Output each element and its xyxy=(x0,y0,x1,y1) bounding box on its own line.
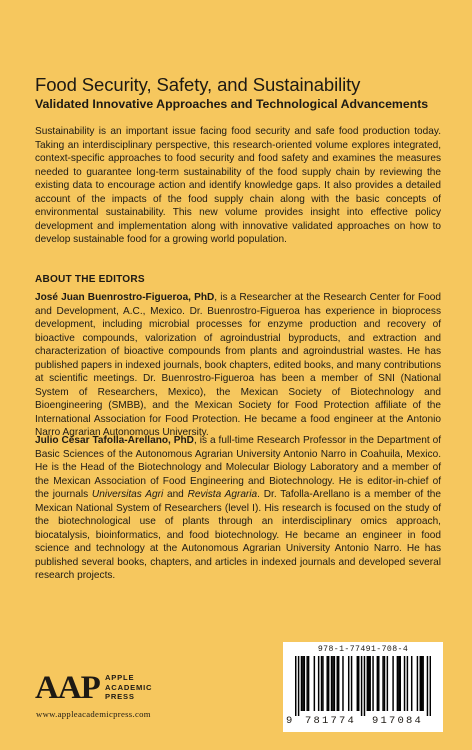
barcode-bar xyxy=(326,656,327,711)
editor-bio-text-1: , is a Researcher at the Research Center for Food and Development, A.C., Mexico. Dr. Buenrostro-Figueroa has experience in bioprocess development, including microbial processes for enzyme production and recovery of bioactive compounds, valorization of agroindustrial byproducts, and extraction and characterization of bioactive compounds from plants and agroindustrial wastes. He has published papers in indexed journals, book chapters, edited books, and many contributions at scientific meetings. Dr. Buenrostro-Figueroa has been a member of SNI (National System of Researchers, Mexico), the Mexican Society of Biotechnology and Bioengineering (SMBB), and the Mexican Society for Food Protection affiliate of the International Association for Food Protection. He became a food engineer at the Antonio Narro Agrarian Autonomous University. xyxy=(35,292,441,438)
logo-mark: AAP xyxy=(35,670,100,706)
editor-name-2: Julio César Tafolla-Arellano, PhD xyxy=(35,435,194,446)
barcode-bar xyxy=(308,656,309,711)
editor-bio-text-2b: . Dr. Tafolla-Arellano is a member of the Mexican National System of Researchers (level I). His research is focused on the study of the biotechnological use of plants through an interdisciplinary omics approach, biocatalysis, bioinformatics, and food biotechnology. He became an engineer in food science and technology at the Autonomous Agrarian University Antonio Narro. He has published several books, chapters, and articles in indexed journals and developed several research projects. xyxy=(35,489,441,581)
barcode-bar xyxy=(348,656,349,711)
barcode-bar xyxy=(298,656,299,716)
book-title: Food Security, Safety, and Sustainability xyxy=(35,74,361,95)
barcode-bars xyxy=(295,656,431,716)
barcode-bar xyxy=(358,656,359,711)
editor-name-1: José Juan Buenrostro-Figueroa, PhD xyxy=(35,292,215,303)
barcode-bar xyxy=(328,656,329,711)
barcode-bar xyxy=(337,656,338,711)
barcode-bar xyxy=(364,656,365,716)
barcode-bar xyxy=(382,656,383,711)
barcode-digits-right: 917084 xyxy=(372,715,424,727)
barcode-bar xyxy=(417,656,418,711)
barcode-bar xyxy=(369,656,370,711)
barcode-bar xyxy=(407,656,408,711)
logo-word-3: PRESS xyxy=(105,692,135,702)
barcode-bar xyxy=(332,656,333,711)
barcode-bar xyxy=(351,656,352,711)
barcode-bar xyxy=(384,656,385,711)
barcode-bar xyxy=(404,656,405,711)
barcode-bar xyxy=(301,656,302,711)
barcode-bar xyxy=(427,656,428,716)
barcode-bar xyxy=(331,656,332,711)
barcode-bar xyxy=(318,656,319,711)
barcode-bar xyxy=(295,656,296,716)
barcode-bar xyxy=(338,656,339,711)
barcode-bar xyxy=(411,656,412,711)
barcode-bar xyxy=(357,656,358,711)
logo-word-1: APPLE xyxy=(105,673,135,682)
barcode-bar xyxy=(421,656,422,711)
barcode-bar xyxy=(342,656,343,711)
barcode-bar xyxy=(378,656,379,711)
barcode-bar xyxy=(377,656,378,711)
barcode-bar xyxy=(387,656,388,711)
editor-bio-1 xyxy=(35,291,441,440)
journal-name-2: Revista Agraria xyxy=(187,489,258,500)
barcode-bar xyxy=(372,656,373,711)
logo-word-2: ACADEMIC xyxy=(105,682,153,692)
isbn-barcode xyxy=(283,642,443,732)
book-subtitle: Validated Innovative Approaches and Technological Advancements xyxy=(35,97,429,111)
barcode-bar xyxy=(397,656,398,711)
barcode-bar xyxy=(392,656,393,711)
barcode-digit-first: 9 xyxy=(286,715,293,727)
barcode-bar xyxy=(398,656,399,711)
barcode-digits-left: 781774 xyxy=(305,715,357,727)
barcode-bar xyxy=(314,656,315,711)
barcode-bar xyxy=(430,656,431,716)
barcode-bar xyxy=(400,656,401,711)
journal-name-1: Universitas Agri xyxy=(91,489,164,500)
barcode-bar xyxy=(361,656,362,716)
about-editors-heading: ABOUT THE EDITORS xyxy=(35,274,145,285)
barcode-bar xyxy=(422,656,423,711)
logo-wordmark xyxy=(105,673,152,702)
publisher-logo xyxy=(35,670,195,710)
barcode-bar xyxy=(321,656,322,711)
barcode-bar xyxy=(322,656,323,711)
book-description: Sustainability is an important issue facing food security and safe food production today. Taking an interdisciplinary perspective, this research-oriented volume explores integrated, context-specific approaches to food security and food safety and examines the measures needed to guarantee long-term sustainability of the food supply chain by reviewing the existing data to encourage action and identify knowledge gaps. It also provides a detailed account of the impacts of the food supply chain along with the basic concepts of environmental sustainability. This new volume provides insight into effective policy development and implementation along with innovative validated approaches on how to develop sustainable food for a growing world population. xyxy=(35,126,441,245)
barcode-bar xyxy=(367,656,368,711)
barcode-bar xyxy=(306,656,307,711)
editor-bio-and: and xyxy=(163,489,188,500)
barcode-bar xyxy=(368,656,369,711)
barcode-bar xyxy=(420,656,421,711)
barcode-bar xyxy=(334,656,335,711)
publisher-website: www.appleacademicpress.com xyxy=(36,709,151,719)
isbn-number: 978-1-77491-708-4 xyxy=(317,645,409,654)
editor-bio-text-2a: , is a full-time Research Professor in the Department of Basic Sciences of the Autonomous Agrarian University Antonio Narro in Coahuila, Mexico. He is the Head of the Biotechnology and Molecular Biology Laboratory and a member of the Mexican Association of Food Engineering and Biotechnology. He is editor-in-chief of the journals xyxy=(35,435,441,500)
barcode-bar xyxy=(304,656,305,711)
editor-bio-2 xyxy=(35,434,441,583)
barcode-bar xyxy=(302,656,303,711)
